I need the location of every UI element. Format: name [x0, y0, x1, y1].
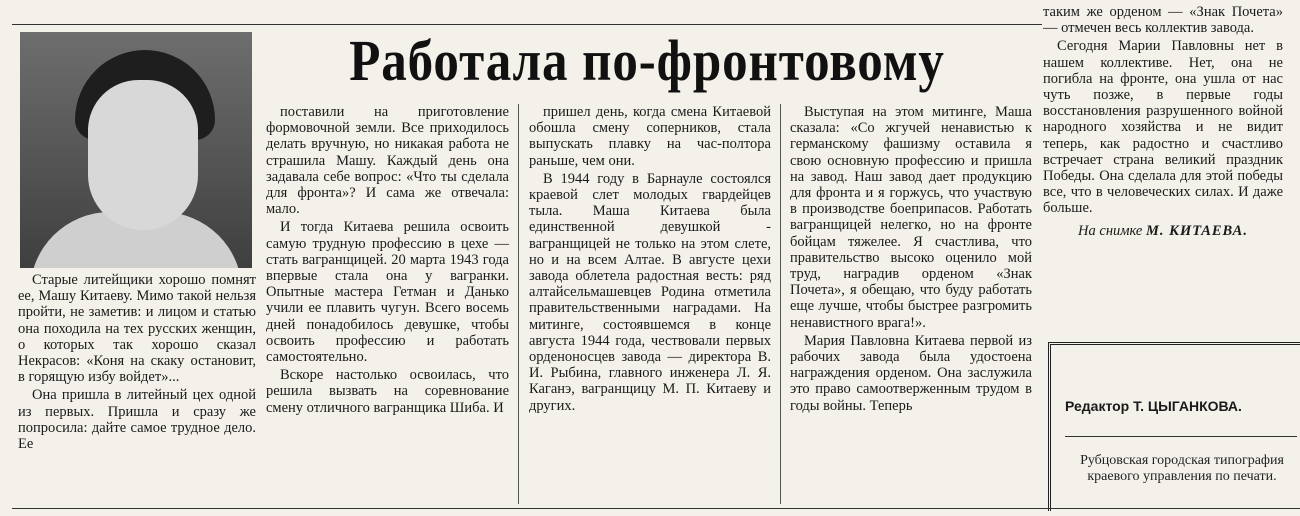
article-headline: Работала по-фронтовому: [349, 28, 945, 93]
article-column-4: [790, 104, 1032, 504]
column-1-paragraph: Старые литейщики хорошо помнят ее, Машу Китаеву. Мимо такой нельзя пройти, не заметив: и лицом и статью она походила на тех русских женщин, о которых так хорошо сказал Некрасов: «Коня на скаку остановит, в горящую избу войдет»...: [18, 272, 256, 386]
article-column-2: [266, 104, 509, 504]
caption-name: М. КИТАЕВА.: [1146, 222, 1248, 239]
column-divider: [780, 104, 781, 504]
column-2-paragraph: поставили на приготовление формовочной земли. Все приходилось делать вручную, но никакая работа не страшила Машу. Каждый день она задавала себе вопрос: «Что ты сделала для фронта»? И сама же отвечала: мало.: [266, 104, 509, 218]
column-5-paragraph: Сегодня Марии Павловны нет в нашем коллективе. Нет, она не погибла на фронте, она ушла от нас чуть позже, в первые годы восстановления разрушенного войной народного хозяйства и не видит теперь, как радостно и счастливо встречает страна великий праздник Победы. Она сделала для этой победы все, что в человеческих силах. И даже больше.: [1043, 38, 1283, 217]
column-divider: [518, 104, 519, 504]
column-3-paragraph: пришел день, когда смена Китаевой обошла смену соперников, стала выпускать плавку на час-полтора раньше, чем они.: [529, 104, 771, 169]
caption-prefix: На снимке: [1078, 222, 1143, 239]
column-3-paragraph: В 1944 году в Барнауле состоялся краевой слет молодых гвардейцев тыла. Маша Китаева была единственной девушкой - вагранщицей не только на этом слете, но и на всем Алтае. В августе цехи завода облетела радостная весть: ряд алтайсельмашевцев Родина отметила правительственными наградами. На митинге, состоявшемся в конце августа 1944 года, чествовали первых орденоносцев завода — директора В. И. Рыбина, главного инженера Л. Я. Каганэ, вагранщицу М. П. Китаеву и других.: [529, 170, 771, 414]
column-2-paragraph: И тогда Китаева решила освоить самую трудную профессию в цехе — стать вагранщицей. 20 марта 1943 года впервые стала она у вагранки. Опытные мастера Гетман и Данько учили ее плавить чугун. Всего восемь дней понадобилось девушке, чтобы освоить профессию и работать самостоятельно.: [266, 219, 509, 366]
column-1-paragraph: Она пришла в литейный цех одной из первых. Пришла и сразу же попросила: дайте самое трудное дело. Ее: [18, 387, 256, 453]
portrait-photo: [20, 32, 252, 268]
column-2-paragraph: Вскоре настолько освоилась, что решила вызвать на соревнование смену отличного вагранщика Шиба. И: [266, 367, 509, 416]
top-rule: [12, 24, 1042, 25]
article-column-1: [18, 272, 256, 504]
photo-face-shape: [88, 80, 198, 230]
bottom-rule: [12, 508, 1300, 509]
editor-credit: Редактор Т. ЦЫГАНКОВА.: [1065, 398, 1242, 414]
column-4-paragraph: Мария Павловна Китаева первой из рабочих завода была удостоена награждения орденом. Она заслужила это право самоотверженным трудом в годы войны. Теперь: [790, 332, 1032, 414]
photo-caption: [1043, 223, 1283, 239]
column-5-paragraph: таким же орденом — «Знак Почета» — отмечен весь коллектив завода.: [1043, 4, 1283, 37]
printer-credit: Рубцовская городская типография краевого управления по печати.: [1080, 453, 1284, 484]
imprint-box: [1048, 342, 1300, 511]
article-column-3: [529, 104, 771, 504]
imprint-rule: [1065, 436, 1297, 437]
article-column-5: [1043, 4, 1283, 334]
column-4-paragraph: Выступая на этом митинге, Маша сказала: «Со жгучей ненавистью к германскому фашизму оставила я свою основную профессию и пришла на завод. Наш завод дает продукцию для фронта и я горжусь, что участвую в производстве боеприпасов. Работать вагранщицей нелегко, но на фронте бойцам тяжелее. Я счастлива, что правительство высоко оценило мой труд, наградив орденом «Знак Почета», я обещаю, что буду работать еще лучше, чтобы быстрее разгромить ненавистного врага!».: [790, 104, 1032, 331]
